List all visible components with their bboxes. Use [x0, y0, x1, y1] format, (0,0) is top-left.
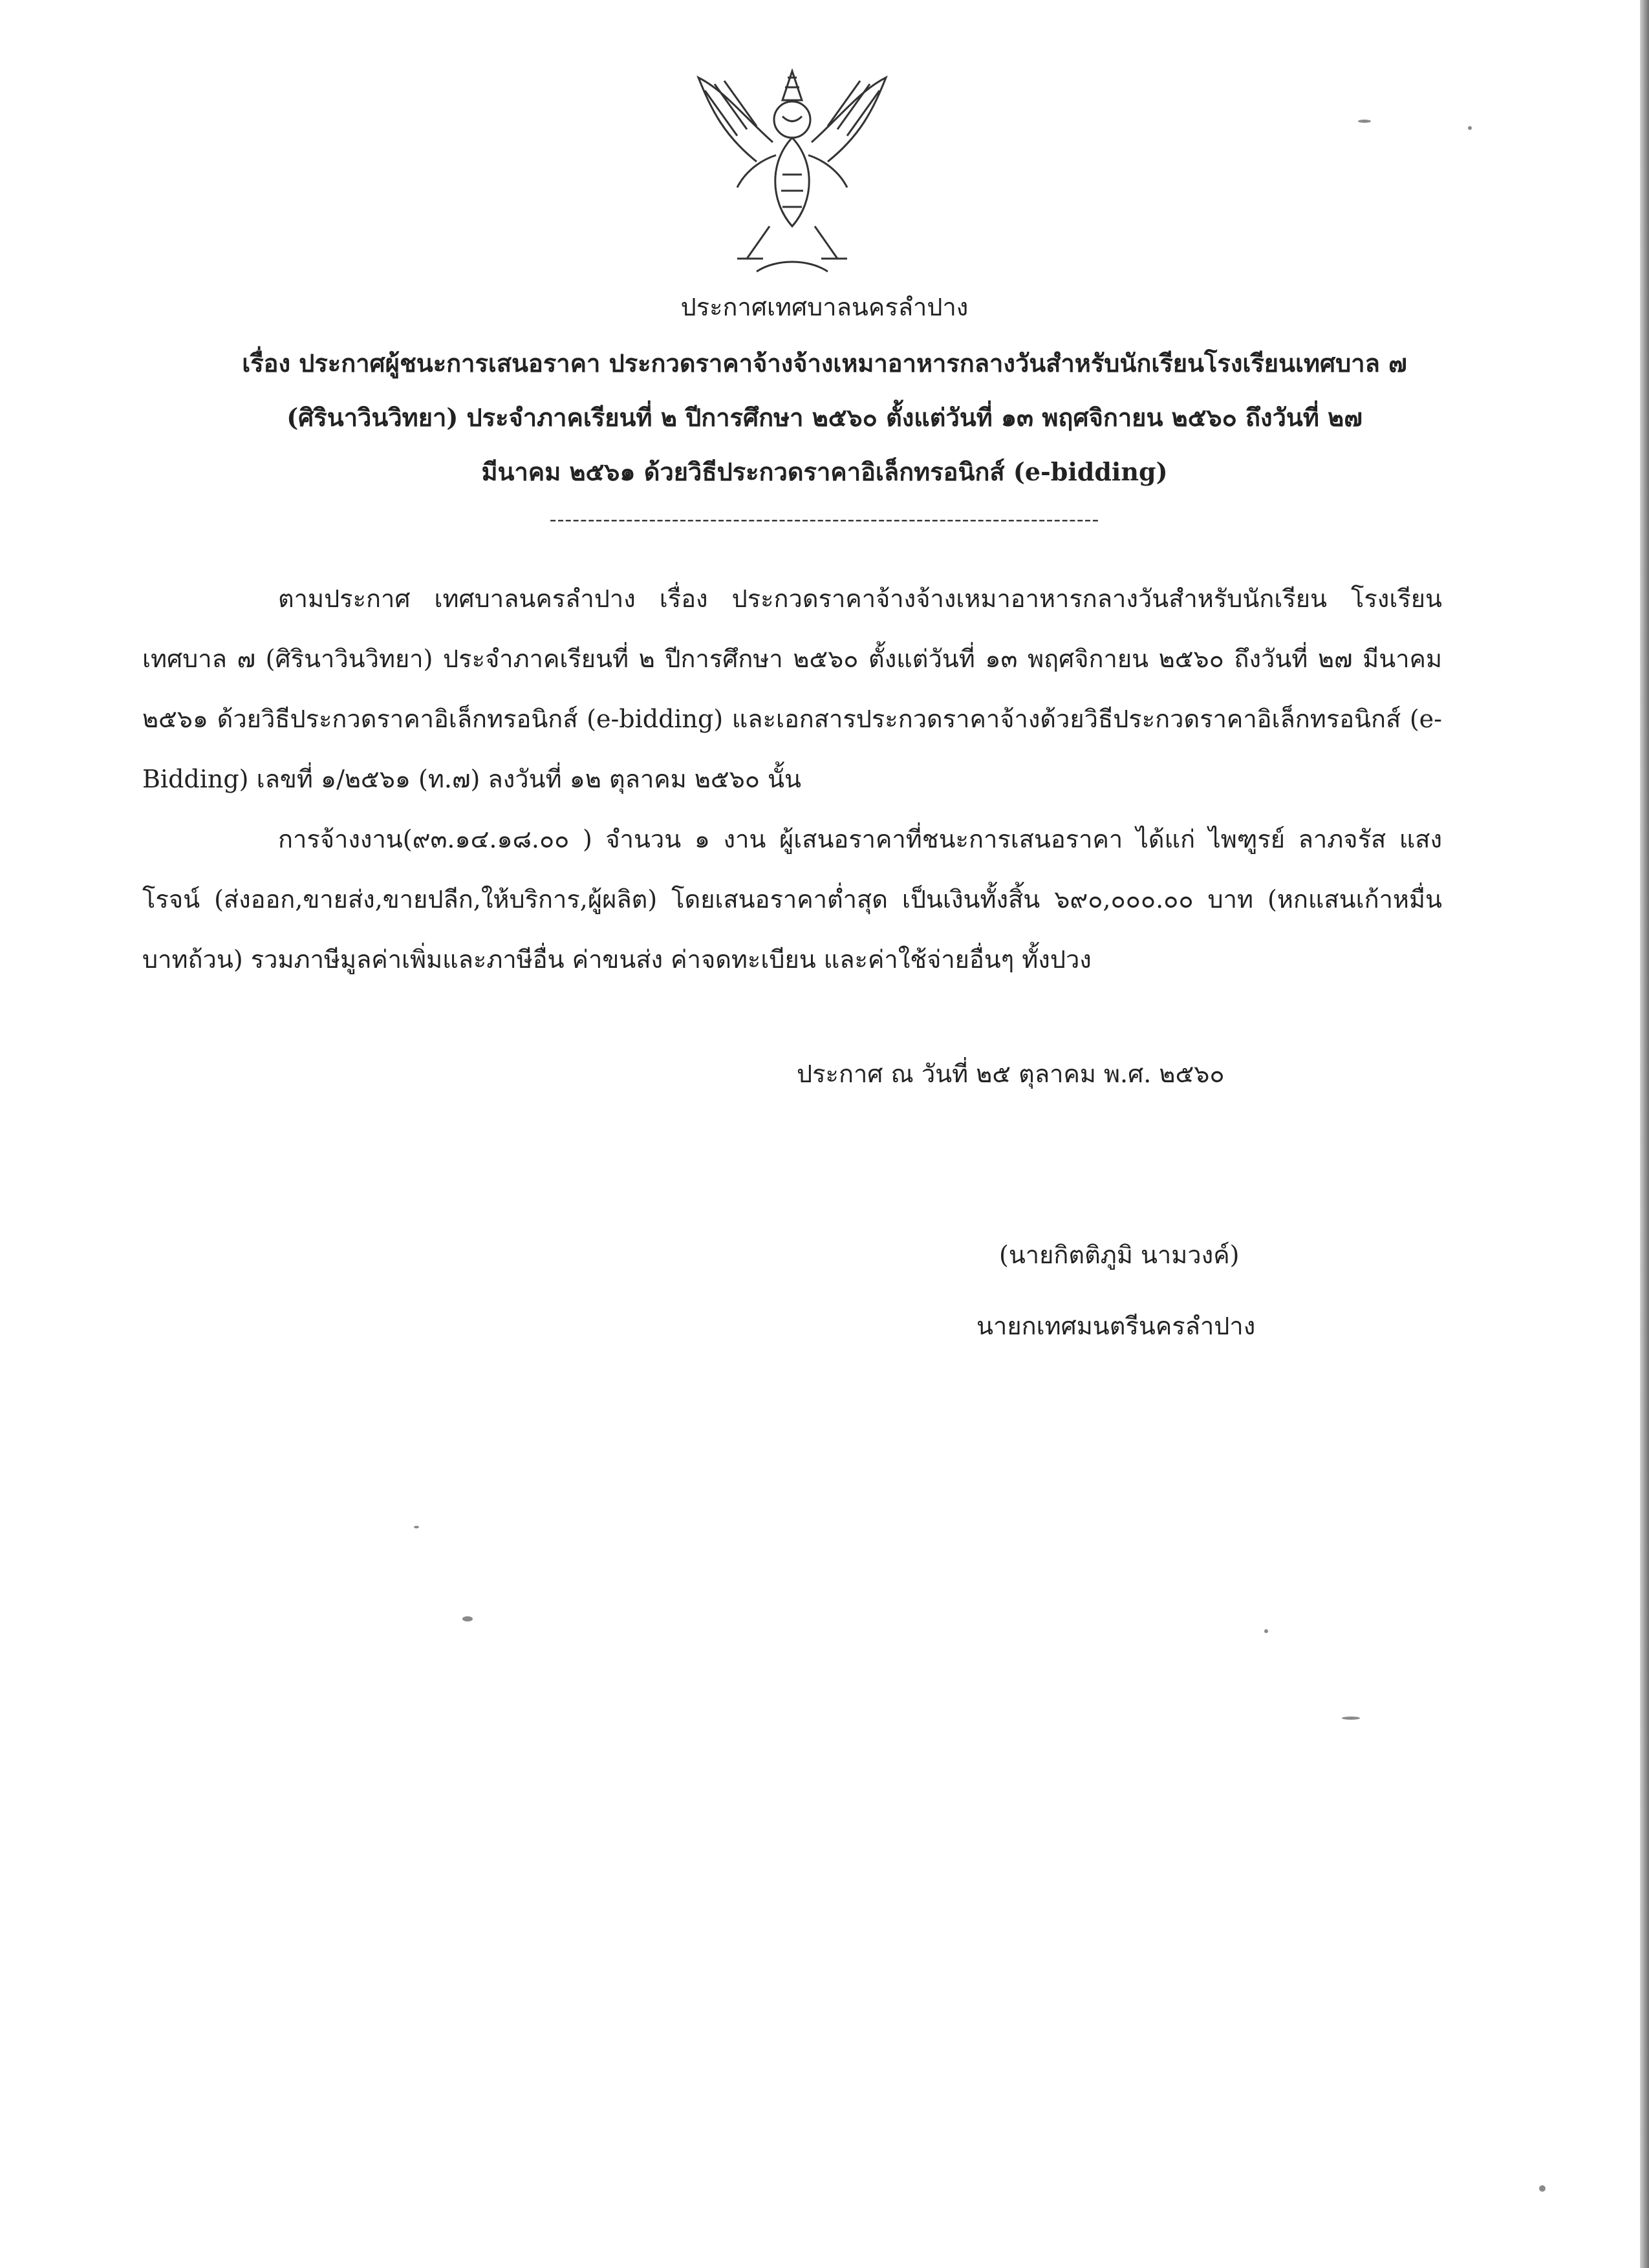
scan-speck: [1468, 126, 1472, 130]
separator-line: ------------------------------------------------------------------------: [549, 507, 1100, 531]
scan-speck: [414, 1526, 419, 1528]
scan-speck: [462, 1616, 473, 1621]
subject-line-1: เรื่อง ประกาศผู้ชนะการเสนอราคา ประกวดราคาจ้างจ้างเหมาอาหารกลางวันสำหรับนักเรียนโรงเรียนเทศบาล ๗: [242, 348, 1407, 378]
announcement-body: [142, 569, 1442, 990]
garuda-emblem-icon: [685, 65, 899, 284]
scan-speck: [1342, 1717, 1360, 1720]
body-paragraph-2: การจ้างงาน(๙๓.๑๔.๑๘.๐๐ ) จำนวน ๑ งาน ผู้เสนอราคาที่ชนะการเสนอราคา ได้แก่ ไพฑูรย์ ลาภจรัส แสงโรจน์ (ส่งออก,ขายส่ง,ขายปลีก,ให้บริการ,ผู้ผลิต) โดยเสนอราคาต่ำสุด เป็นเงินทั้งสิ้น ๖๙๐,๐๐๐.๐๐ บาท (หกแสนเก้าหมื่นบาทถ้วน) รวมภาษีมูลค่าเพิ่มและภาษีอื่น ค่าขนส่ง ค่าจดทะเบียน และค่าใช้จ่ายอื่นๆ ทั้งปวง: [142, 825, 1442, 974]
signer-title: นายกเทศมนตรีนครลำปาง: [976, 1312, 1256, 1340]
scan-speck: [1358, 120, 1371, 123]
signer-name: (นายกิตติภูมิ นามวงค์): [999, 1241, 1240, 1269]
subject-line-3: มีนาคม ๒๕๖๑ ด้วยวิธีประกวดราคาอิเล็กทรอนิกส์ (e-bidding): [481, 457, 1168, 486]
body-paragraph-1: ตามประกาศ เทศบาลนครลำปาง เรื่อง ประกวดราคาจ้างจ้างเหมาอาหารกลางวันสำหรับนักเรียน โรงเรียนเทศบาล ๗ (ศิรินาวินวิทยา) ประจำภาคเรียนที่ ๒ ปีการศึกษา ๒๕๖๐ ตั้งแต่วันที่ ๑๓ พฤศจิกายน ๒๕๖๐ ถึงวันที่ ๒๗ มีนาคม ๒๕๖๑ ด้วยวิธีประกวดราคาอิเล็กทรอนิกส์ (e-bidding) และเอกสารประกวดราคาจ้างด้วยวิธีประกวดราคาอิเล็กทรอนิกส์ (e-Bidding) เลขที่ ๑/๒๕๖๑ (ท.๗) ลงวันที่ ๑๒ ตุลาคม ๒๕๖๐ นั้น: [142, 584, 1442, 793]
issuer-title: ประกาศเทศบาลนครลำปาง: [680, 293, 969, 321]
scan-speck: [1539, 2185, 1546, 2192]
announcement-header: [91, 291, 1558, 531]
scan-edge: [1640, 0, 1649, 2268]
announcement-date: ประกาศ ณ วันที่ ๒๕ ตุลาคม พ.ศ. ๒๕๖๐: [797, 1060, 1225, 1088]
subject-line-2: (ศิรินาวินวิทยา) ประจำภาคเรียนที่ ๒ ปีการศึกษา ๒๕๖๐ ตั้งแต่วันที่ ๑๓ พฤศจิกายน ๒๕๖๐ ถึงวันที่ ๒๗: [286, 403, 1363, 432]
subject-block: [91, 336, 1558, 499]
scan-speck: [1264, 1629, 1268, 1633]
